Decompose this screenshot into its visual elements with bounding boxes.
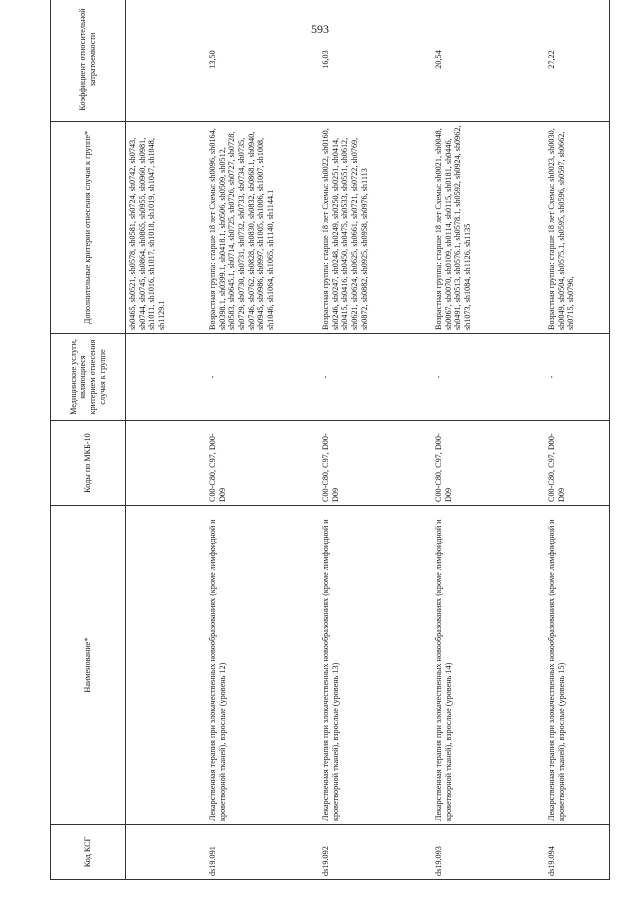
cell-services: -: [545, 334, 610, 421]
cell-coefficient: 13,50: [206, 0, 319, 122]
cell-criteria: sh0465, sh0521, sh0578, sh0581, sh0724, sh0742, sh0743, sh0744, sh0745, sh0864, sh0865, sh0955, sh0960, sh0981, sh1011, sh1016, sh1017, sh1018, sh1019, sh1047, sh1048, sh1129.1: [126, 122, 207, 334]
cell-name: Лекарственная терапия при злокачественных новообразованиях (кроме лимфоидной и кроветворной тканей), взрослые (уровень 13): [319, 506, 432, 825]
table-row-continuation: [126, 0, 207, 880]
cell-services: [126, 334, 207, 421]
page-number: 593: [311, 22, 329, 36]
cell-criteria: Возрастная группа: старше 18 лет Схемы: sh0096, sh0164, sh0398.1, sh0399.1, sh0418.1, sh0506, sh0509, sh0512, sh0583, sh0645.1, sh0714, sh0725, sh0726, sh0727, sh0728, sh0729, sh0730, sh0731, sh0732, sh0733, sh0734, sh0735, sh0746, sh0762, sh0828, sh0830, sh0832, sh0868.1, sh0940, sh0945, sh0986, sh0997, sh1005, sh1006, sh1007, sh1008, sh1046, sh1064, sh1065, sh1140, sh1144.1: [206, 122, 319, 334]
ksg-table: [50, 0, 610, 880]
cell-services: -: [319, 334, 432, 421]
cell-code: ds19.094: [545, 825, 610, 880]
header-code: Код КСГ: [51, 825, 126, 880]
cell-mkb: C00-C80, C97, D00-D09: [319, 421, 432, 506]
header-criteria: Дополнительные критерии отнесения случая к группе*: [51, 122, 126, 334]
table-row: [432, 0, 545, 880]
cell-mkb: C00-C80, C97, D00-D09: [206, 421, 319, 506]
cell-coefficient: 16,03: [319, 0, 432, 122]
header-mkb: Коды по МКБ-10: [51, 421, 126, 506]
table-header-row: [51, 0, 126, 880]
cell-code: ds19.093: [432, 825, 545, 880]
cell-mkb: [126, 421, 207, 506]
cell-coefficient: 20,54: [432, 0, 545, 122]
cell-name: Лекарственная терапия при злокачественных новообразованиях (кроме лимфоидной и кроветворной тканей), взрослые (уровень 15): [545, 506, 610, 825]
table-row: [319, 0, 432, 880]
cell-services: -: [432, 334, 545, 421]
cell-criteria: Возрастная группа: старше 18 лет Схемы: sh0022, sh0160, sh0246, sh0247, sh0248, sh0249, sh0250, sh0251, sh0414, sh0415, sh0416, sh0450, sh0475, sh0533, sh0551, sh0612, sh0621, sh0624, sh0625, sh0661, sh0721, sh0722, sh0769, sh0872, sh0882, sh0925, sh0958, sh0976, sh1113: [319, 122, 432, 334]
cell-criteria: Возрастная группа: старше 18 лет Схемы: sh0021, sh0048, sh0067, sh0070, sh0109, sh0114, sh0115, sh0181, sh0446, sh0491, sh0513, sh0576.1, sh0578.1, sh0592, sh0924, sh0962, sh1073, sh1084, sh1126, sh1135: [432, 122, 545, 334]
cell-code: ds19.092: [319, 825, 432, 880]
cell-name: Лекарственная терапия при злокачественных новообразованиях (кроме лимфоидной и кроветворной тканей), взрослые (уровень 12): [206, 506, 319, 825]
cell-code: [126, 825, 207, 880]
cell-criteria: Возрастная группа: старше 18 лет Схемы: sh0023, sh0030, sh0049, sh0504, sh0575.1, sh0595, sh0596, sh0597, sh0662, sh0715, sh0796,: [545, 122, 610, 334]
cell-name: Лекарственная терапия при злокачественных новообразованиях (кроме лимфоидной и кроветворной тканей), взрослые (уровень 14): [432, 506, 545, 825]
table-row: [206, 0, 319, 880]
cell-name: [126, 506, 207, 825]
header-services: Медицинские услуги, являющиеся критерием отнесения случая к группе: [51, 334, 126, 421]
cell-coefficient: 27,22: [545, 0, 610, 122]
table-row: [545, 0, 610, 880]
cell-code: ds19.091: [206, 825, 319, 880]
cell-coefficient: [126, 0, 207, 122]
cell-mkb: C00-C80, C97, D00-D09: [545, 421, 610, 506]
header-coefficient: Коэффициент относительной затратоемкости: [51, 0, 126, 122]
cell-mkb: C00-C80, C97, D00-D09: [432, 421, 545, 506]
header-name: Наименование*: [51, 506, 126, 825]
cell-services: -: [206, 334, 319, 421]
